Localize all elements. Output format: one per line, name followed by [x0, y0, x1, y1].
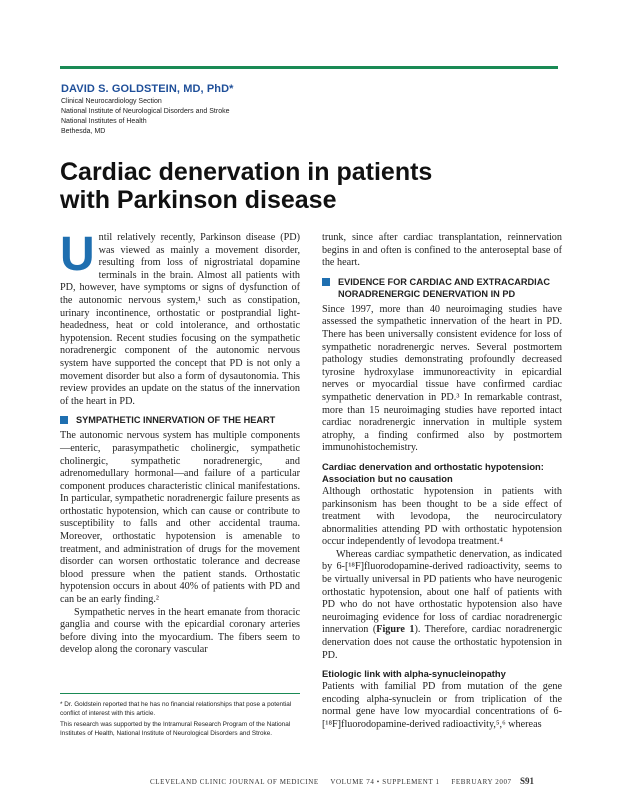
intro-paragraph [60, 228, 300, 408]
subsection-heading: Cardiac denervation and orthostatic hypotension: Association but no causation [322, 460, 544, 484]
section-heading [60, 414, 300, 426]
section-heading [322, 276, 562, 300]
author-name: DAVID S. GOLDSTEIN, MD, PhD* [61, 83, 234, 95]
drop-cap: U [60, 228, 95, 281]
intro-text: ntil relatively recently, Parkinson disease (PD) was viewed as mainly a movement disorder, resulting from loss of nigrostriatal dopamine terminals in the brain. Almost all patients with PD, however, have symptoms or signs of dysfunction of the autonomic nervous system,¹ such as constipation, urinary incontinence, orthostatic or postprandial light-headedness, heat or cold intolerance, and orthostatic hypotension. Recent studies focusing on the sympathetic noradrenergic component of the autonomic nervous system have supported the concept that PD is not only a movement disorder but also a form of dysautonomia. This review provides an update on the status of the innervation of the heart in PD. [60, 232, 300, 407]
square-bullet-icon [322, 278, 330, 286]
footnote-rule [60, 693, 300, 694]
issue-date: FEBRUARY 2007 [451, 778, 512, 786]
text-run: ). Therefore, cardiac noradrenergic denervation does not cause the orthostatic hypotension in PD. [322, 624, 562, 661]
page-footer [150, 776, 560, 786]
article-title [60, 158, 432, 214]
right-column [322, 232, 562, 732]
body-paragraph: Since 1997, more than 40 neuroimaging studies have assessed the sympathetic innervation of the heart in PD. There has been universally consistent evidence for loss of sympathetic noradrenergic nerves. Several postmortem pathology studies demonstrating profoundly decreased tyrosine hydroxylase immunoreactivity in epicardial nerves or myocardial tissue have confirmed cardiac sympathetic denervation in PD.³ In remarkable contrast, more than 15 neuroimaging studies have reported intact cardiac noradrenergic innervation in multiple system atrophy, a finding confirmed also by postmortem immunohistochemistry. [322, 303, 562, 454]
subsection-heading: Etiologic link with alpha-synucleinopathy [322, 668, 506, 680]
square-bullet-icon [60, 416, 68, 424]
affiliation-line: Bethesda, MD [61, 128, 106, 135]
figure-reference: Figure 1 [376, 624, 415, 636]
header-rule [60, 66, 558, 69]
body-paragraph: Patients with familial PD from mutation of the gene encoding alpha-synuclein or from triplication of the normal gene have low myocardial concentrations of 6-[¹⁸F]fluorodopamine-derived radioactivity,⁵,⁶ whereas [322, 681, 562, 730]
volume-info: VOLUME 74 • SUPPLEMENT 1 [330, 778, 440, 786]
title-line: Cardiac denervation in patients [60, 158, 433, 186]
body-paragraph: The autonomic nervous system has multiple components—enteric, parasympathetic cholinergic, sympathetic cholinergic, sympathetic noradrenergic, and adrenomedullary hormonal—and failure of a particular component produces characteristic clinical manifestations. In particular, sympathetic noradrenergic failure presents as orthostatic hypotension, which can cause or contribute to susceptibility to falls and other accidental trauma. Moreover, orthostatic hypotension is amenable to treatment, and administration of drugs for the movement disorder can worsen orthostatic tolerance and decrease blood pressure when the patient stands. Orthostatic hypotension occurs in about 40% of patients with PD and can be an early finding.² [60, 430, 300, 606]
section-heading-text: SYMPATHETIC INNERVATION OF THE HEART [76, 415, 276, 426]
text-run: Whereas cardiac sympathetic denervation, as indicated by 6-[¹⁸F]fluorodopamine-derived radioactivity, seems to be virtually universal in PD patients who have neurogenic orthostatic hypotension, about one half of patients with PD who do not have orthostatic hypotension also have neuroimaging evidence for loss of cardiac noradrenergic innervation ( [322, 548, 562, 636]
body-paragraph [322, 549, 562, 662]
title-line: with Parkinson disease [60, 186, 337, 214]
body-paragraph: trunk, since after cardiac transplantation, reinnervation begins in and often is confined to the anteroseptal base of the heart. [322, 232, 562, 269]
page-number: S91 [520, 776, 535, 786]
affiliation-line: National Institutes of Health [61, 118, 147, 125]
body-paragraph: Sympathetic nerves in the heart emanate from thoracic ganglia and course with the epicardial coronary arteries before diving into the myocardium. The fibers seem to develop along the coronary vascular [60, 606, 300, 656]
section-heading-text: EVIDENCE FOR CARDIAC AND EXTRACARDIAC NORADRENERGIC DENERVATION IN PD [338, 276, 550, 299]
journal-name: CLEVELAND CLINIC JOURNAL OF MEDICINE [150, 778, 319, 786]
affiliation-block [61, 97, 229, 137]
affiliation-line: Clinical Neurocardiology Section [61, 98, 162, 105]
footnote: This research was supported by the Intramural Research Program of the National Institutes of Health, National Institute of Neurological Disorders and Stroke. [60, 721, 291, 737]
affiliation-line: National Institute of Neurological Disorders and Stroke [61, 108, 230, 115]
footnotes [60, 700, 302, 740]
left-column [60, 228, 300, 657]
body-paragraph: Although orthostatic hypotension in patients with parkinsonism has been thought to be a side effect of treatment with levodopa, the neurocirculatory abnormalities attending PD with orthostatic hypotension occur independently of levodopa treatment.⁴ [322, 485, 562, 548]
footnote: * Dr. Goldstein reported that he has no financial relationships that pose a potential conflict of interest with this article. [60, 701, 292, 717]
